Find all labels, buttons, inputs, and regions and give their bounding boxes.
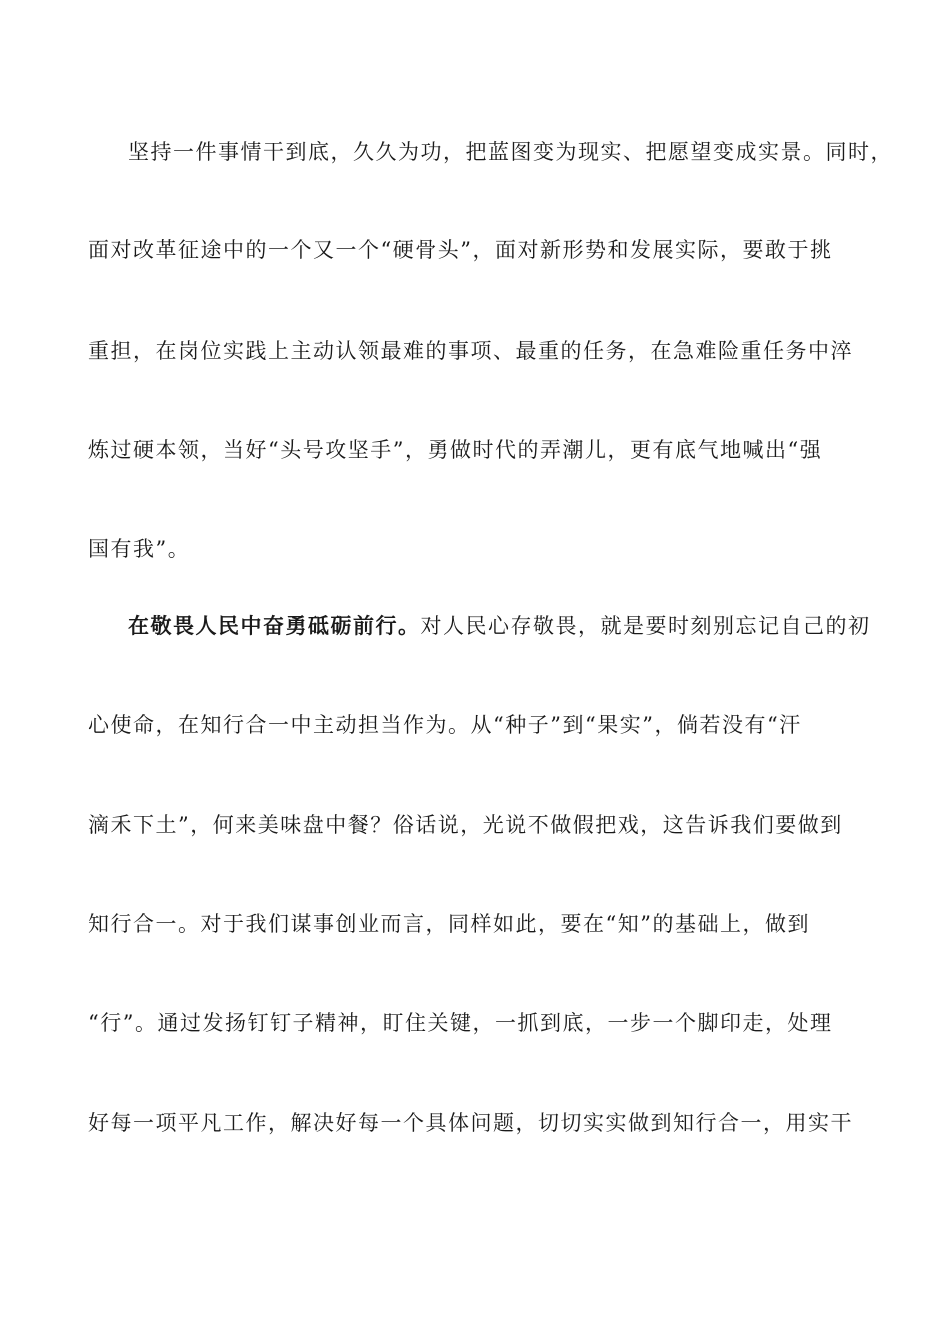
paragraph-1-line-2: 面对改革征途中的一个又一个“硬骨头”，面对新形势和发展实际，要敢于挑: [88, 238, 833, 262]
paragraph-2-line-5: “行”。通过发扬钉钉子精神，盯住关键，一抓到底，一步一个脚印走，处理: [88, 1011, 833, 1035]
paragraph-2-line-4: 知行合一。对于我们谋事创业而言，同样如此，要在“知”的基础上，做到: [88, 912, 810, 936]
paragraph-2-line-3: 滴禾下土”，何来美味盘中餐？俗话说，光说不做假把戏，这告诉我们要做到: [88, 813, 843, 837]
paragraph-2-line-1: [128, 606, 888, 646]
paragraph-2-line-6: 好每一项平凡工作，解决好每一个具体问题，切切实实做到知行合一，用实干: [88, 1111, 853, 1135]
paragraph-1-line-1: 坚持一件事情干到底，久久为功，把蓝图变为现实、把愿望变成实景。同时，: [128, 140, 893, 164]
paragraph-1-line-5: 国有我”。: [88, 537, 191, 561]
paragraph-2-heading: 在敬畏人民中奋勇砥砺前行。: [128, 613, 421, 638]
paragraph-2-line-2: 心使命，在知行合一中主动担当作为。从“种子”到“果实”，倘若没有“汗: [88, 713, 802, 737]
paragraph-2-line-1-text: 对人民心存敬畏，就是要时刻别忘记自己的初: [420, 614, 871, 638]
paragraph-1-line-3: 重担，在岗位实践上主动认领最难的事项、最重的任务，在急难险重任务中淬: [88, 339, 853, 363]
paragraph-1-line-4: 炼过硬本领，当好“头号攻坚手”，勇做时代的弄潮儿，更有底气地喊出“强: [88, 438, 823, 462]
